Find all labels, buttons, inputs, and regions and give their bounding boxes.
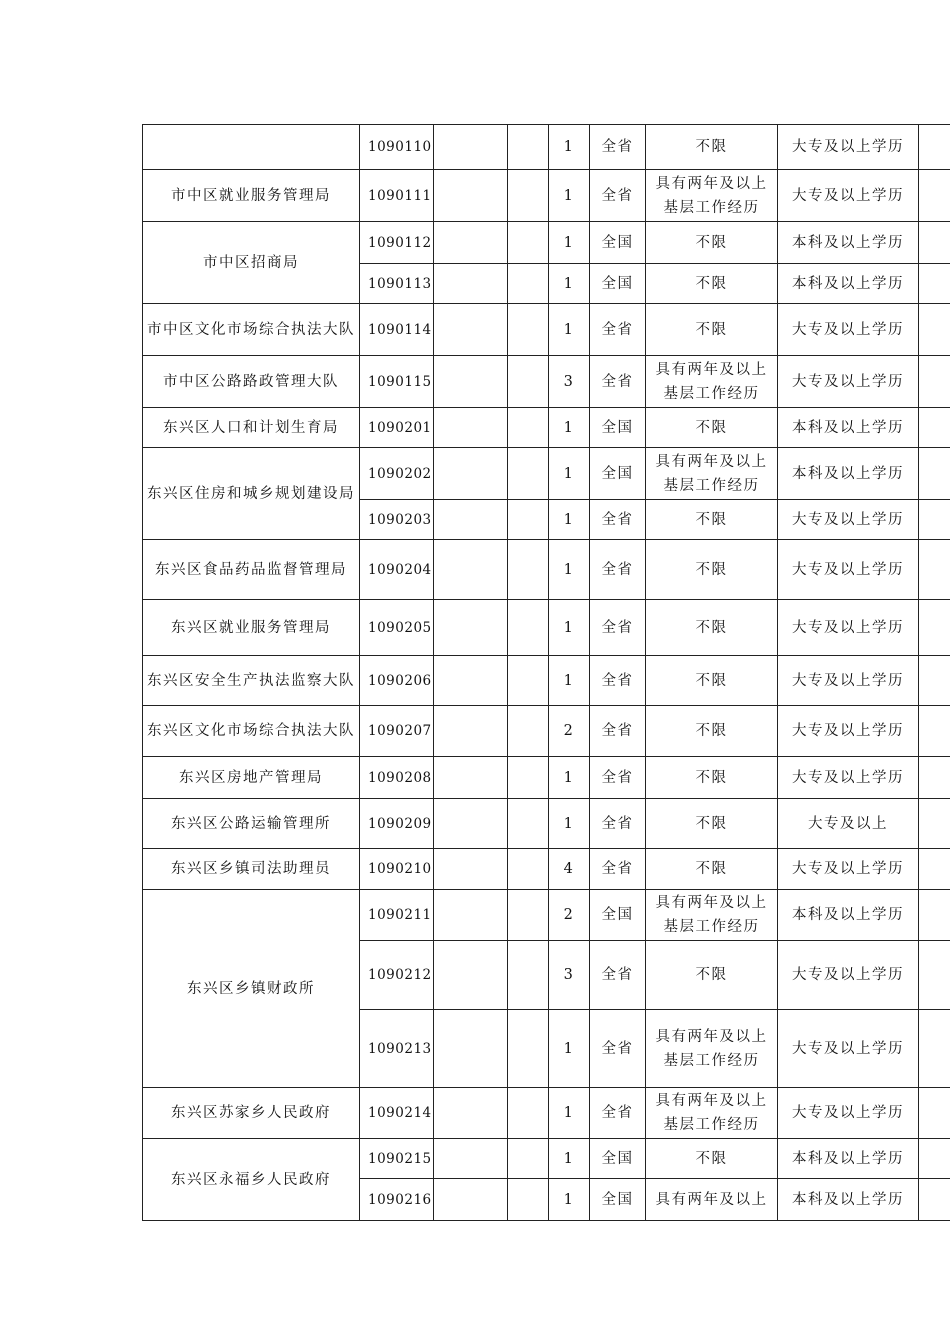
recruit-count-cell: 2 [549,890,590,941]
education-cell: 大专及以上学历 [778,706,919,757]
education-cell: 本科及以上学历 [778,1179,919,1221]
blank-cell [508,540,549,600]
blank-cell [919,706,950,757]
scope-cell: 全省 [590,706,646,757]
education-cell: 大专及以上学历 [778,849,919,890]
table-row [143,849,950,890]
education-cell: 大专及以上学历 [778,304,919,356]
recruit-count-cell: 1 [549,799,590,849]
scope-cell: 全国 [590,1179,646,1221]
blank-cell [508,170,549,222]
experience-cell: 不限 [646,799,778,849]
unit-name-cell: 东兴区乡镇财政所 [143,890,360,1088]
recruit-count-cell: 1 [549,1179,590,1221]
blank-cell [508,757,549,799]
positions-table [142,124,950,1221]
blank-cell [434,757,508,799]
blank-cell [434,1088,508,1139]
blank-cell [508,706,549,757]
blank-cell [508,125,549,170]
recruit-count-cell: 1 [549,170,590,222]
position-code-cell: 1090204 [360,540,434,600]
education-cell: 大专及以上学历 [778,500,919,540]
blank-cell [919,500,950,540]
blank-cell [508,799,549,849]
recruit-count-cell: 3 [549,356,590,408]
experience-cell: 不限 [646,849,778,890]
position-code-cell: 1090207 [360,706,434,757]
experience-cell: 不限 [646,125,778,170]
unit-name-cell: 东兴区安全生产执法监察大队 [143,656,360,706]
blank-cell [508,890,549,941]
education-cell: 大专及以上学历 [778,356,919,408]
blank-cell [919,890,950,941]
blank-cell [919,356,950,408]
table-row [143,1139,950,1179]
education-cell: 本科及以上学历 [778,448,919,500]
position-code-cell: 1090201 [360,408,434,448]
blank-cell [434,500,508,540]
scope-cell: 全国 [590,264,646,304]
blank-cell [919,757,950,799]
recruit-count-cell: 1 [549,304,590,356]
position-code-cell: 1090215 [360,1139,434,1179]
recruit-count-cell: 2 [549,706,590,757]
blank-cell [508,1139,549,1179]
unit-name-cell: 东兴区苏家乡人民政府 [143,1088,360,1139]
position-code-cell: 1090206 [360,656,434,706]
blank-cell [508,1010,549,1088]
position-code-cell: 1090212 [360,941,434,1010]
table-row [143,408,950,448]
blank-cell [508,222,549,264]
experience-cell: 不限 [646,264,778,304]
unit-name-cell: 东兴区文化市场综合执法大队 [143,706,360,757]
experience-cell: 具有两年及以上基层工作经历 [646,356,778,408]
blank-cell [919,799,950,849]
blank-cell [434,222,508,264]
position-code-cell: 1090209 [360,799,434,849]
position-code-cell: 1090203 [360,500,434,540]
blank-cell [434,941,508,1010]
recruit-count-cell: 1 [549,408,590,448]
position-code-cell: 1090205 [360,600,434,656]
scope-cell: 全省 [590,304,646,356]
blank-cell [434,1010,508,1088]
education-cell: 大专及以上学历 [778,600,919,656]
table-row [143,1088,950,1139]
table-row [143,890,950,941]
blank-cell [919,304,950,356]
blank-cell [434,706,508,757]
blank-cell [919,1179,950,1221]
education-cell: 本科及以上学历 [778,264,919,304]
scope-cell: 全国 [590,448,646,500]
scope-cell: 全省 [590,500,646,540]
unit-name-cell: 东兴区就业服务管理局 [143,600,360,656]
position-code-cell: 1090111 [360,170,434,222]
unit-name-cell: 东兴区公路运输管理所 [143,799,360,849]
blank-cell [508,264,549,304]
blank-cell [434,890,508,941]
scope-cell: 全省 [590,941,646,1010]
blank-cell [434,408,508,448]
scope-cell: 全省 [590,600,646,656]
table-row [143,170,950,222]
recruit-count-cell: 1 [549,600,590,656]
blank-cell [434,540,508,600]
scope-cell: 全省 [590,799,646,849]
table-row [143,757,950,799]
recruit-count-cell: 1 [549,757,590,799]
blank-cell [919,448,950,500]
unit-name-cell: 东兴区食品药品监督管理局 [143,540,360,600]
experience-cell: 不限 [646,408,778,448]
blank-cell [508,600,549,656]
education-cell: 大专及以上学历 [778,125,919,170]
table-row [143,448,950,500]
blank-cell [919,540,950,600]
unit-name-cell: 东兴区房地产管理局 [143,757,360,799]
experience-cell: 具有两年及以上基层工作经历 [646,1088,778,1139]
blank-cell [919,941,950,1010]
blank-cell [919,1139,950,1179]
scope-cell: 全省 [590,757,646,799]
education-cell: 大专及以上学历 [778,757,919,799]
education-cell: 本科及以上学历 [778,408,919,448]
experience-cell: 不限 [646,656,778,706]
blank-cell [508,656,549,706]
blank-cell [919,1010,950,1088]
scope-cell: 全国 [590,408,646,448]
table-row [143,222,950,264]
blank-cell [508,941,549,1010]
blank-cell [919,1088,950,1139]
blank-cell [434,264,508,304]
experience-cell: 具有两年及以上基层工作经历 [646,1010,778,1088]
position-code-cell: 1090113 [360,264,434,304]
education-cell: 大专及以上学历 [778,656,919,706]
blank-cell [434,448,508,500]
scope-cell: 全省 [590,125,646,170]
blank-cell [919,264,950,304]
scope-cell: 全省 [590,1088,646,1139]
experience-cell: 不限 [646,500,778,540]
experience-cell: 具有两年及以上基层工作经历 [646,170,778,222]
blank-cell [434,799,508,849]
experience-cell: 具有两年及以上基层工作经历 [646,448,778,500]
table-row [143,706,950,757]
experience-cell: 不限 [646,941,778,1010]
experience-cell: 不限 [646,600,778,656]
unit-name-cell: 市中区公路路政管理大队 [143,356,360,408]
position-code-cell: 1090115 [360,356,434,408]
position-code-cell: 1090202 [360,448,434,500]
blank-cell [919,408,950,448]
unit-name-cell: 市中区文化市场综合执法大队 [143,304,360,356]
scope-cell: 全省 [590,656,646,706]
unit-name-cell: 东兴区乡镇司法助理员 [143,849,360,890]
recruit-count-cell: 1 [549,448,590,500]
blank-cell [434,125,508,170]
table-row [143,356,950,408]
blank-cell [919,656,950,706]
blank-cell [508,500,549,540]
scope-cell: 全省 [590,540,646,600]
blank-cell [434,600,508,656]
education-cell: 大专及以上学历 [778,1010,919,1088]
blank-cell [434,304,508,356]
position-code-cell: 1090210 [360,849,434,890]
position-code-cell: 1090114 [360,304,434,356]
experience-cell: 不限 [646,540,778,600]
recruit-count-cell: 1 [549,125,590,170]
scope-cell: 全省 [590,356,646,408]
education-cell: 本科及以上学历 [778,890,919,941]
blank-cell [508,1088,549,1139]
recruit-count-cell: 1 [549,540,590,600]
blank-cell [508,1179,549,1221]
education-cell: 本科及以上学历 [778,222,919,264]
blank-cell [434,1179,508,1221]
blank-cell [508,448,549,500]
unit-name-cell [143,125,360,170]
experience-cell: 不限 [646,304,778,356]
scope-cell: 全省 [590,1010,646,1088]
experience-cell: 不限 [646,1139,778,1179]
scope-cell: 全国 [590,222,646,264]
education-cell: 大专及以上学历 [778,941,919,1010]
position-code-cell: 1090216 [360,1179,434,1221]
position-code-cell: 1090112 [360,222,434,264]
blank-cell [508,304,549,356]
table-row [143,125,950,170]
blank-cell [434,170,508,222]
unit-name-cell: 市中区就业服务管理局 [143,170,360,222]
education-cell: 大专及以上学历 [778,170,919,222]
education-cell: 大专及以上学历 [778,1088,919,1139]
position-code-cell: 1090214 [360,1088,434,1139]
recruit-count-cell: 1 [549,1010,590,1088]
recruit-count-cell: 1 [549,1139,590,1179]
blank-cell [434,356,508,408]
experience-cell: 具有两年及以上基层工作经历 [646,890,778,941]
blank-cell [919,600,950,656]
blank-cell [434,1139,508,1179]
blank-cell [919,170,950,222]
scope-cell: 全国 [590,890,646,941]
blank-cell [508,849,549,890]
recruit-count-cell: 1 [549,656,590,706]
recruit-count-cell: 1 [549,264,590,304]
scope-cell: 全国 [590,1139,646,1179]
position-code-cell: 1090208 [360,757,434,799]
unit-name-cell: 东兴区住房和城乡规划建设局 [143,448,360,540]
blank-cell [434,849,508,890]
position-code-cell: 1090211 [360,890,434,941]
experience-cell: 不限 [646,222,778,264]
blank-cell [919,125,950,170]
experience-cell: 不限 [646,757,778,799]
scope-cell: 全省 [590,170,646,222]
blank-cell [919,222,950,264]
recruit-count-cell: 4 [549,849,590,890]
blank-cell [508,408,549,448]
blank-cell [434,656,508,706]
unit-name-cell: 市中区招商局 [143,222,360,304]
recruit-count-cell: 1 [549,1088,590,1139]
table-row [143,656,950,706]
table-row [143,304,950,356]
position-code-cell: 1090213 [360,1010,434,1088]
scope-cell: 全省 [590,849,646,890]
education-cell: 本科及以上学历 [778,1139,919,1179]
table-row [143,600,950,656]
unit-name-cell: 东兴区永福乡人民政府 [143,1139,360,1221]
position-code-cell: 1090110 [360,125,434,170]
table-row [143,799,950,849]
experience-cell: 具有两年及以上 [646,1179,778,1221]
recruit-count-cell: 1 [549,500,590,540]
unit-name-cell: 东兴区人口和计划生育局 [143,408,360,448]
blank-cell [508,356,549,408]
recruit-count-cell: 3 [549,941,590,1010]
education-cell: 大专及以上 [778,799,919,849]
blank-cell [919,849,950,890]
recruit-count-cell: 1 [549,222,590,264]
education-cell: 大专及以上学历 [778,540,919,600]
experience-cell: 不限 [646,706,778,757]
table-row [143,540,950,600]
